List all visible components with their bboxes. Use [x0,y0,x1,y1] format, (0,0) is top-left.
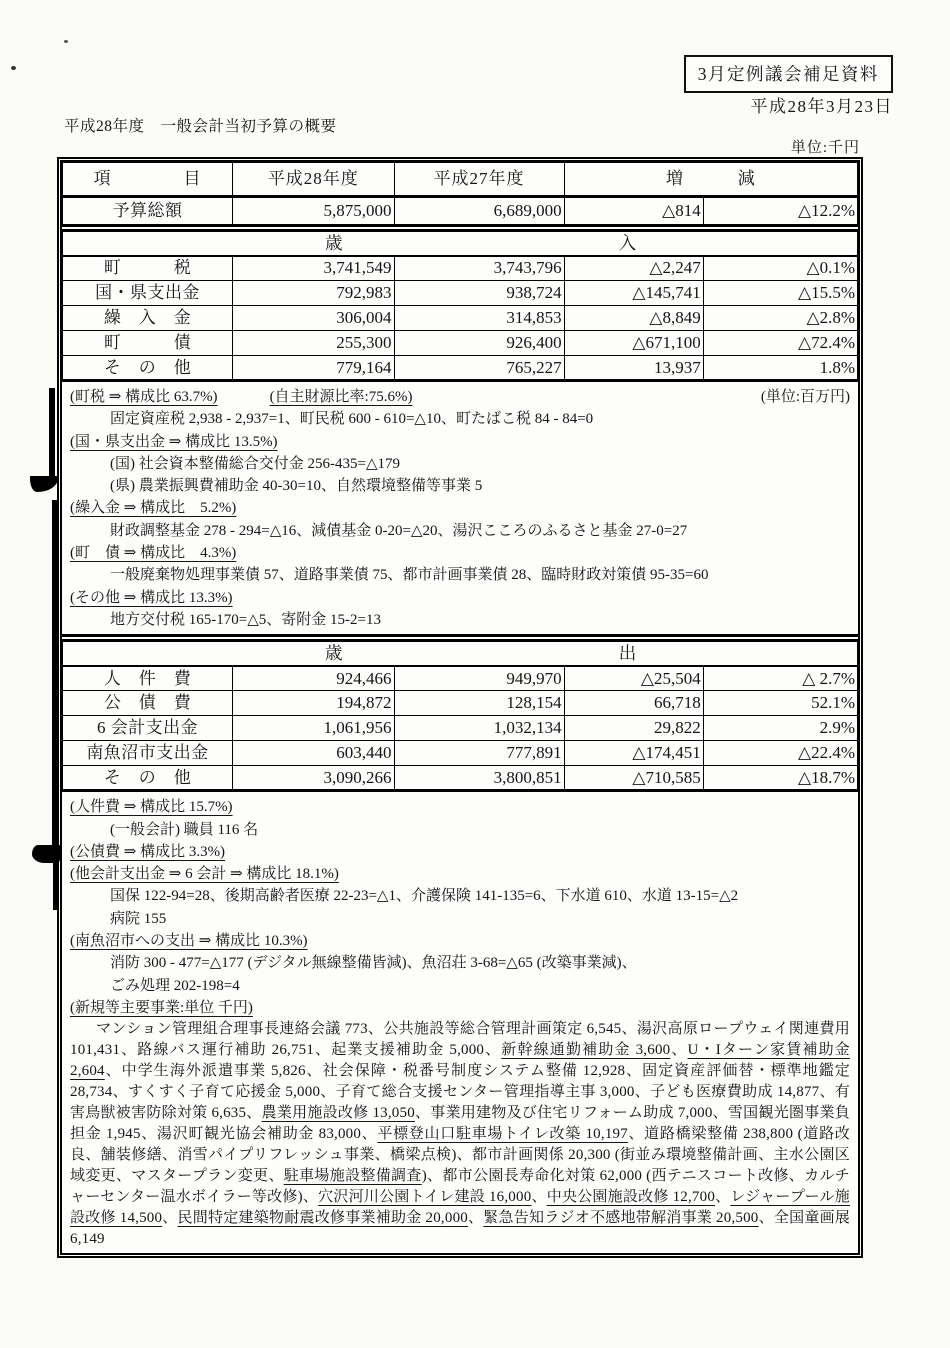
note-text: 固定資産税 2,938 - 2,937=1、町民税 600 - 610=△10、町たばこ税 84 - 84=0 [110,411,594,428]
scan-artifact [49,388,55,480]
row-fy27: 1,032,134 [394,716,564,741]
underlined-note-text: 緊急告知ラジオ不感地帯解消事業 20,500 [483,1210,759,1227]
underlined-note-text: (公債費 ⇒ 構成比 3.3%) [70,843,226,860]
table-row [63,716,858,741]
note-text: (県) 農業振興費補助金 40-30=10、自然環境整備等事業 5 [110,478,483,495]
expenditure-banner-right: 出 [618,643,637,664]
col-header-fy28: 平成28年度 [233,163,394,197]
scan-speck [11,66,16,70]
row-pct: △ 2.7% [703,666,857,691]
note-line [70,796,850,818]
row-fy28: 3,090,266 [233,766,394,791]
underlined-note-text: (町税 ⇒ 構成比 63.7%) [70,389,218,405]
row-pct: 2.9% [703,716,857,741]
note-line [70,564,850,586]
underlined-note-text: 農業用施設改修 13,050 [261,1105,415,1122]
row-fy28: 792,983 [233,281,394,306]
note-line [70,819,850,841]
row-fy27: 926,400 [394,331,564,356]
note-text: マンション管理組合理事長連絡会議 773、公共施設等総合管理計画策定 6,545、湯沢高原ロープウェイ関連費用 101,431、路線バス運行補助 26,751、起業支援補助金 5,000、 [70,1021,850,1059]
note-line [70,908,850,930]
summary-table [62,162,858,227]
note-line [70,609,850,631]
row-diff: 13,937 [564,356,703,381]
row-fy27: 777,891 [394,741,564,766]
row-fy27: 3,800,851 [394,766,564,791]
note-line [70,408,850,430]
stamp-text: 3月定例議会補足資料 [697,64,879,84]
row-label: 国・県支出金 [63,281,233,306]
row-diff: △174,451 [564,741,703,766]
note-text: 、 [467,1210,484,1227]
note-text: (国) 社会資本整備総合交付金 256-435=△179 [110,455,400,472]
note-text: 病院 155 [110,910,167,927]
underlined-note-text: U・Iターン家賃補助金 2,604 [70,1042,850,1080]
table-row [63,741,858,766]
col-header-item: 項 目 [63,163,233,197]
row-pct: △15.5% [703,281,857,306]
row-diff: △710,585 [564,766,703,791]
row-pct: △0.1% [703,256,857,281]
row-label: 町 税 [63,256,233,281]
note-line [70,497,850,519]
row-fy28: 1,061,956 [233,716,394,741]
underlined-note-text: 中央公園施設改修 12,700 [546,1189,716,1206]
scan-speck [64,40,68,43]
table-row [63,691,858,716]
underlined-note-text: 駐車場施設整備調査 [283,1168,422,1185]
underlined-note-text: 平標登山口駐車場トイレ改築 10,197 [377,1126,628,1143]
row-label: 繰 入 金 [63,306,233,331]
row-pct: △22.4% [703,741,857,766]
note-text: ごみ処理 202-198=4 [110,977,240,994]
note-line [70,587,850,609]
underlined-note-text: 民間特定建築物耐震改修事業補助金 20,000 [177,1210,468,1227]
note-line [70,863,850,885]
total-fy28: 5,875,000 [233,197,394,226]
row-diff: 66,718 [564,691,703,716]
unit-note: 単位:千円 [790,140,860,156]
row-fy27: 128,154 [394,691,564,716]
row-fy28: 603,440 [233,741,394,766]
row-fy27: 949,970 [394,666,564,691]
underlined-note-text: (他会計支出金 ⇒ 6 会計 ⇒ 構成比 18.1%) [70,866,339,883]
note-text: 地方交付税 165-170=△5、寄附金 15-2=13 [110,611,381,628]
underlined-note-text: (南魚沼市への支出 ⇒ 構成比 10.3%) [70,933,308,950]
row-label: 町 債 [63,331,233,356]
underlined-note-text: 新幹線通勤補助金 3,600 [501,1042,671,1059]
note-text: 財政調整基金 278 - 294=△16、減債基金 0-20=△20、湯沢こころのふるさと基金 27-0=27 [110,522,688,539]
row-fy28: 255,300 [233,331,394,356]
table-row [63,766,858,791]
note-line [70,431,850,453]
table-row [63,306,858,331]
document-title: 平成28年度 一般会計当初予算の概要 [64,118,337,135]
expenditure-table [62,639,858,792]
budget-total-row [63,197,858,226]
note-text: 、 [715,1189,731,1206]
row-pct: △2.8% [703,306,857,331]
total-diff: △814 [564,197,703,226]
col-header-fy27: 平成27年度 [394,163,564,197]
underlined-note-text: (国・県支出金 ⇒ 構成比 13.5%) [70,433,278,450]
row-label: 6 会計支出金 [63,716,233,741]
note-line [70,952,850,974]
note-line [70,475,850,497]
budget-frame [57,157,863,1258]
row-pct: 1.8% [703,356,857,381]
note-text: )、都市公園長寿命化対策 62,000 (西テニスコート改修、カルチャーセンター温水ボイラー等改修)、 [70,1168,850,1206]
note-line [70,930,850,952]
revenue-banner [63,231,858,256]
row-pct: △18.7% [703,766,857,791]
note-line [70,841,850,863]
row-fy28: 779,164 [233,356,394,381]
row-fy28: 924,466 [233,666,394,691]
underlined-note-text: (人件費 ⇒ 構成比 15.7%) [70,799,233,816]
scan-artifact [52,500,57,850]
note-text: 、事業用建物及び住宅リフォーム助成 7,000、雪国観光圏事業負担金 1,945、湯沢町観光協会補助金 83,000、 [70,1105,850,1143]
document-date: 平成28年3月23日 [750,97,893,116]
row-label: 南魚沼市支出金 [63,741,233,766]
note-text: (単位:百万円) [760,389,850,405]
note-text: (一般会計) 職員 116 名 [110,821,259,838]
row-diff: △25,504 [564,666,703,691]
note-line [70,453,850,475]
row-label: そ の 他 [63,356,233,381]
note-text: 消防 300 - 477=△177 (デジタル無線整備皆減)、魚沼荘 3-68=△65 (改築事業減)、 [110,955,637,972]
row-label: そ の 他 [63,766,233,791]
row-fy28: 194,872 [233,691,394,716]
row-fy28: 3,741,549 [233,256,394,281]
total-pct: △12.2% [703,197,857,226]
note-line [70,520,850,542]
note-text: 、 [162,1210,178,1227]
revenue-banner-right: 入 [618,233,637,253]
row-diff: △145,741 [564,281,703,306]
table-row [63,666,858,691]
row-fy27: 3,743,796 [394,256,564,281]
row-diff: 29,822 [564,716,703,741]
note-line [70,975,850,997]
revenue-notes [62,382,858,637]
table-row [63,281,858,306]
underlined-note-text: 穴沢河川公園トイレ建設 16,000 [318,1189,532,1206]
row-pct: 52.1% [703,691,857,716]
row-fy28: 306,004 [233,306,394,331]
row-fy27: 314,853 [394,306,564,331]
row-label: 人 件 費 [63,666,233,691]
row-label: 公 債 費 [63,691,233,716]
note-line [70,1019,850,1250]
expenditure-notes [62,792,858,1253]
note-text: 一般廃棄物処理事業債 57、道路事業債 75、都市計画事業債 28、臨時財政対策債 95-35=60 [110,567,709,584]
note-line [70,542,850,564]
note-text: 、全国童画展 6,149 [70,1210,850,1248]
expenditure-banner-left: 歳 [325,643,343,664]
underlined-note-text: (自主財源比率:75.6%) [269,389,413,405]
row-pct: △72.4% [703,331,857,356]
total-label: 予算総額 [63,197,233,226]
row-fy27: 938,724 [394,281,564,306]
note-line [70,997,850,1019]
expenditure-banner [63,641,858,666]
table-row [63,356,858,381]
summary-header-row [63,163,858,197]
note-text: 、中学生海外派遣事業 5,826、社会保障・税番号制度システム整備 12,928、固定資産評価替・標準地鑑定 28,734、すくすく子育て応援金 5,000、子育て総合支援センター管理指導主事 3,000、子ども医療費助成 14,877、有害鳥獣被害防除対策 6,635、 [70,1063,850,1122]
note-text: 、 [670,1042,688,1059]
underlined-note-text: (その他 ⇒ 構成比 13.3%) [70,589,233,606]
underlined-note-text: レジャープール施設改修 14,500 [70,1189,850,1227]
scan-artifact [32,845,60,863]
note-text: 、 [531,1189,547,1206]
table-row [63,256,858,281]
row-diff: △8,849 [564,306,703,331]
table-row [63,331,858,356]
total-fy27: 6,689,000 [394,197,564,226]
row-fy27: 765,227 [394,356,564,381]
note-text: 、道路橋梁整備 238,800 (道路改良、舗装修繕、消雪パイプリフレッシュ事業、橋梁点検)、都市計画関係 20,300 (街並み環境整備計画、主水公園区域変更、マスタープラン変更、 [70,1126,850,1185]
revenue-table [62,229,858,382]
row-diff: △2,247 [564,256,703,281]
note-line [70,885,850,907]
note-text: 国保 122-94=28、後期高齢者医療 22-23=△1、介護保険 141-135=6、下水道 610、水道 13-15=△2 [110,888,739,905]
revenue-banner-left: 歳 [325,233,343,253]
underlined-note-text: (繰入金 ⇒ 構成比 5.2%) [70,500,237,517]
scan-artifact [53,862,58,910]
underlined-note-text: (新規等主要事業:単位 千円) [70,999,253,1016]
scan-artifact [30,476,58,492]
col-header-change: 増 減 [564,163,857,197]
row-diff: △671,100 [564,331,703,356]
stamp-box [684,55,893,93]
underlined-note-text: (町 債 ⇒ 構成比 4.3%) [70,545,237,562]
note-line [70,386,850,408]
